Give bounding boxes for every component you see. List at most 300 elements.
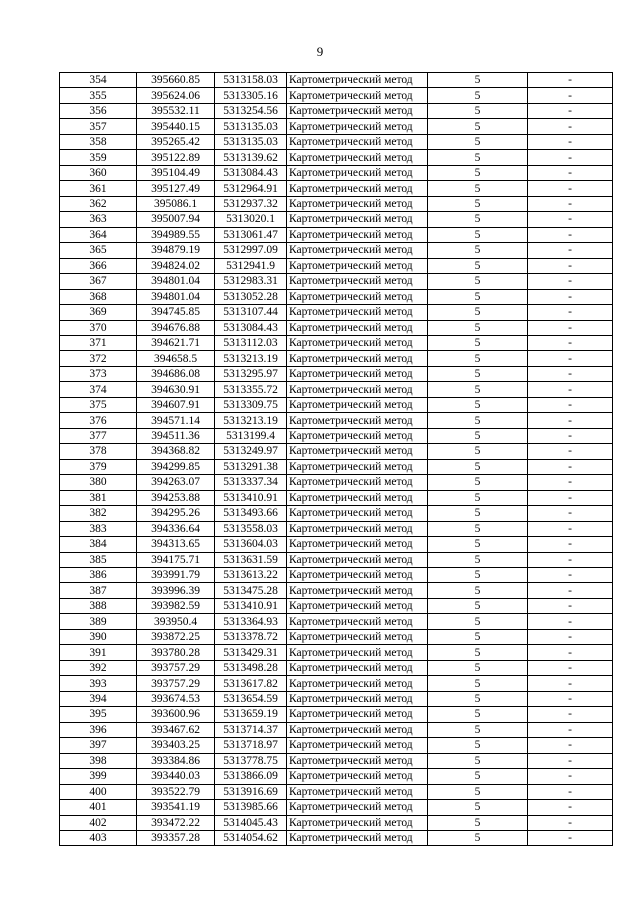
description-cell: - [528,830,613,845]
table-row [60,366,613,381]
x-coordinate-cell: 393674.53 [137,691,215,706]
precision-cell: 5 [428,722,528,737]
x-coordinate-cell: 394368.82 [137,444,215,459]
x-coordinate-cell: 394313.65 [137,537,215,552]
table-row [60,227,613,242]
description-cell: - [528,274,613,289]
table-row [60,243,613,258]
table-row [60,351,613,366]
description-cell: - [528,351,613,366]
method-cell: Картометрический метод [287,629,428,644]
precision-cell: 5 [428,413,528,428]
y-coordinate-cell: 5313295.97 [215,366,287,381]
precision-cell: 5 [428,490,528,505]
point-number-cell: 365 [60,243,137,258]
point-number-cell: 376 [60,413,137,428]
description-cell: - [528,243,613,258]
table-row [60,134,613,149]
method-cell: Картометрический метод [287,475,428,490]
y-coordinate-cell: 5313778.75 [215,753,287,768]
point-number-cell: 382 [60,506,137,521]
description-cell: - [528,258,613,273]
table-row [60,150,613,165]
point-number-cell: 364 [60,227,137,242]
y-coordinate-cell: 5313378.72 [215,629,287,644]
table-row [60,196,613,211]
method-cell: Картометрический метод [287,800,428,815]
description-cell: - [528,691,613,706]
method-cell: Картометрический метод [287,459,428,474]
precision-cell: 5 [428,320,528,335]
x-coordinate-cell: 394511.36 [137,428,215,443]
point-number-cell: 398 [60,753,137,768]
precision-cell: 5 [428,227,528,242]
description-cell: - [528,73,613,88]
method-cell: Картометрический метод [287,227,428,242]
precision-cell: 5 [428,428,528,443]
y-coordinate-cell: 5313364.93 [215,614,287,629]
table-row [60,444,613,459]
x-coordinate-cell: 393522.79 [137,784,215,799]
y-coordinate-cell: 5313199.4 [215,428,287,443]
y-coordinate-cell: 5313020.1 [215,212,287,227]
precision-cell: 5 [428,119,528,134]
x-coordinate-cell: 394745.85 [137,305,215,320]
precision-cell: 5 [428,212,528,227]
table-row [60,212,613,227]
description-cell: - [528,165,613,180]
point-number-cell: 389 [60,614,137,629]
description-cell: - [528,707,613,722]
y-coordinate-cell: 5313213.19 [215,351,287,366]
description-cell: - [528,88,613,103]
x-coordinate-cell: 394824.02 [137,258,215,273]
description-cell: - [528,181,613,196]
description-cell: - [528,583,613,598]
table-row [60,830,613,845]
x-coordinate-cell: 394989.55 [137,227,215,242]
x-coordinate-cell: 393991.79 [137,568,215,583]
precision-cell: 5 [428,506,528,521]
table-row [60,753,613,768]
method-cell: Картометрический метод [287,413,428,428]
description-cell: - [528,753,613,768]
method-cell: Картометрический метод [287,150,428,165]
method-cell: Картометрический метод [287,73,428,88]
precision-cell: 5 [428,707,528,722]
y-coordinate-cell: 5312983.31 [215,274,287,289]
description-cell: - [528,506,613,521]
table-row [60,506,613,521]
precision-cell: 5 [428,552,528,567]
precision-cell: 5 [428,614,528,629]
description-cell: - [528,660,613,675]
x-coordinate-cell: 393780.28 [137,645,215,660]
y-coordinate-cell: 5313107.44 [215,305,287,320]
y-coordinate-cell: 5314054.62 [215,830,287,845]
precision-cell: 5 [428,645,528,660]
method-cell: Картометрический метод [287,165,428,180]
y-coordinate-cell: 5313337.34 [215,475,287,490]
table-row [60,676,613,691]
x-coordinate-cell: 393403.25 [137,738,215,753]
table-row [60,258,613,273]
description-cell: - [528,459,613,474]
method-cell: Картометрический метод [287,521,428,536]
x-coordinate-cell: 393600.96 [137,707,215,722]
page-number: 9 [316,44,324,59]
table-row [60,645,613,660]
description-cell: - [528,629,613,644]
description-cell: - [528,212,613,227]
table-row [60,88,613,103]
point-number-cell: 383 [60,521,137,536]
point-number-cell: 381 [60,490,137,505]
method-cell: Картометрический метод [287,769,428,784]
table-row [60,660,613,675]
precision-cell: 5 [428,150,528,165]
method-cell: Картометрический метод [287,568,428,583]
description-cell: - [528,537,613,552]
point-number-cell: 377 [60,428,137,443]
method-cell: Картометрический метод [287,397,428,412]
x-coordinate-cell: 394621.71 [137,335,215,350]
method-cell: Картометрический метод [287,274,428,289]
description-cell: - [528,150,613,165]
point-number-cell: 393 [60,676,137,691]
y-coordinate-cell: 5313158.03 [215,73,287,88]
x-coordinate-cell: 393950.4 [137,614,215,629]
x-coordinate-cell: 393982.59 [137,598,215,613]
method-cell: Картометрический метод [287,88,428,103]
y-coordinate-cell: 5313254.56 [215,103,287,118]
y-coordinate-cell: 5313061.47 [215,227,287,242]
method-cell: Картометрический метод [287,181,428,196]
method-cell: Картометрический метод [287,707,428,722]
precision-cell: 5 [428,335,528,350]
table-row [60,568,613,583]
x-coordinate-cell: 395122.89 [137,150,215,165]
x-coordinate-cell: 395104.49 [137,165,215,180]
y-coordinate-cell: 5313654.59 [215,691,287,706]
x-coordinate-cell: 393757.29 [137,676,215,691]
coordinates-table-body [60,73,613,846]
y-coordinate-cell: 5313135.03 [215,134,287,149]
x-coordinate-cell: 393872.25 [137,629,215,644]
table-row [60,598,613,613]
x-coordinate-cell: 394299.85 [137,459,215,474]
y-coordinate-cell: 5313558.03 [215,521,287,536]
table-row [60,691,613,706]
precision-cell: 5 [428,598,528,613]
point-number-cell: 354 [60,73,137,88]
method-cell: Картометрический метод [287,366,428,381]
y-coordinate-cell: 5313139.62 [215,150,287,165]
x-coordinate-cell: 395440.15 [137,119,215,134]
precision-cell: 5 [428,444,528,459]
point-number-cell: 387 [60,583,137,598]
method-cell: Картометрический метод [287,830,428,845]
method-cell: Картометрический метод [287,691,428,706]
table-row [60,397,613,412]
table-row [60,629,613,644]
precision-cell: 5 [428,815,528,830]
y-coordinate-cell: 5313410.91 [215,490,287,505]
point-number-cell: 366 [60,258,137,273]
precision-cell: 5 [428,351,528,366]
x-coordinate-cell: 394253.88 [137,490,215,505]
x-coordinate-cell: 394295.26 [137,506,215,521]
precision-cell: 5 [428,691,528,706]
y-coordinate-cell: 5313617.82 [215,676,287,691]
method-cell: Картометрический метод [287,196,428,211]
precision-cell: 5 [428,537,528,552]
method-cell: Картометрический метод [287,103,428,118]
precision-cell: 5 [428,676,528,691]
y-coordinate-cell: 5313493.66 [215,506,287,521]
x-coordinate-cell: 393440.03 [137,769,215,784]
description-cell: - [528,475,613,490]
x-coordinate-cell: 394336.64 [137,521,215,536]
table-row [60,583,613,598]
point-number-cell: 399 [60,769,137,784]
description-cell: - [528,645,613,660]
point-number-cell: 385 [60,552,137,567]
precision-cell: 5 [428,769,528,784]
point-number-cell: 386 [60,568,137,583]
x-coordinate-cell: 394801.04 [137,289,215,304]
precision-cell: 5 [428,475,528,490]
point-number-cell: 369 [60,305,137,320]
y-coordinate-cell: 5313410.91 [215,598,287,613]
point-number-cell: 370 [60,320,137,335]
method-cell: Картометрический метод [287,351,428,366]
point-number-cell: 359 [60,150,137,165]
point-number-cell: 373 [60,366,137,381]
description-cell: - [528,196,613,211]
point-number-cell: 397 [60,738,137,753]
table-row [60,459,613,474]
y-coordinate-cell: 5313052.28 [215,289,287,304]
precision-cell: 5 [428,521,528,536]
point-number-cell: 390 [60,629,137,644]
point-number-cell: 402 [60,815,137,830]
method-cell: Картометрический метод [287,738,428,753]
x-coordinate-cell: 393467.62 [137,722,215,737]
method-cell: Картометрический метод [287,784,428,799]
method-cell: Картометрический метод [287,490,428,505]
description-cell: - [528,784,613,799]
description-cell: - [528,413,613,428]
y-coordinate-cell: 5313305.16 [215,88,287,103]
description-cell: - [528,769,613,784]
description-cell: - [528,722,613,737]
table-row [60,800,613,815]
point-number-cell: 403 [60,830,137,845]
description-cell: - [528,134,613,149]
precision-cell: 5 [428,134,528,149]
method-cell: Картометрический метод [287,119,428,134]
precision-cell: 5 [428,103,528,118]
y-coordinate-cell: 5312964.91 [215,181,287,196]
method-cell: Картометрический метод [287,335,428,350]
precision-cell: 5 [428,196,528,211]
description-cell: - [528,397,613,412]
description-cell: - [528,366,613,381]
precision-cell: 5 [428,568,528,583]
table-row [60,784,613,799]
table-row [60,73,613,88]
point-number-cell: 362 [60,196,137,211]
point-number-cell: 375 [60,397,137,412]
precision-cell: 5 [428,274,528,289]
x-coordinate-cell: 394686.08 [137,366,215,381]
y-coordinate-cell: 5313249.97 [215,444,287,459]
table-row [60,305,613,320]
description-cell: - [528,552,613,567]
table-row [60,552,613,567]
method-cell: Картометрический метод [287,722,428,737]
y-coordinate-cell: 5313355.72 [215,382,287,397]
table-row [60,413,613,428]
point-number-cell: 391 [60,645,137,660]
description-cell: - [528,676,613,691]
x-coordinate-cell: 393472.22 [137,815,215,830]
table-row [60,475,613,490]
point-number-cell: 372 [60,351,137,366]
x-coordinate-cell: 395265.42 [137,134,215,149]
method-cell: Картометрический метод [287,583,428,598]
precision-cell: 5 [428,738,528,753]
x-coordinate-cell: 393357.28 [137,830,215,845]
table-row [60,382,613,397]
precision-cell: 5 [428,830,528,845]
point-number-cell: 388 [60,598,137,613]
y-coordinate-cell: 5313135.03 [215,119,287,134]
x-coordinate-cell: 394658.5 [137,351,215,366]
table-row [60,490,613,505]
point-number-cell: 394 [60,691,137,706]
y-coordinate-cell: 5312937.32 [215,196,287,211]
point-number-cell: 396 [60,722,137,737]
method-cell: Картометрический метод [287,660,428,675]
y-coordinate-cell: 5313475.28 [215,583,287,598]
y-coordinate-cell: 5313718.97 [215,738,287,753]
precision-cell: 5 [428,397,528,412]
point-number-cell: 380 [60,475,137,490]
precision-cell: 5 [428,258,528,273]
x-coordinate-cell: 393757.29 [137,660,215,675]
table-row [60,614,613,629]
coordinates-table [59,72,613,846]
table-row [60,119,613,134]
precision-cell: 5 [428,73,528,88]
precision-cell: 5 [428,583,528,598]
description-cell: - [528,800,613,815]
method-cell: Картометрический метод [287,258,428,273]
x-coordinate-cell: 395127.49 [137,181,215,196]
description-cell: - [528,738,613,753]
x-coordinate-cell: 394571.14 [137,413,215,428]
point-number-cell: 360 [60,165,137,180]
point-number-cell: 361 [60,181,137,196]
method-cell: Картометрический метод [287,614,428,629]
method-cell: Картометрический метод [287,815,428,830]
x-coordinate-cell: 395660.85 [137,73,215,88]
description-cell: - [528,382,613,397]
description-cell: - [528,568,613,583]
point-number-cell: 401 [60,800,137,815]
description-cell: - [528,444,613,459]
point-number-cell: 371 [60,335,137,350]
y-coordinate-cell: 5313213.19 [215,413,287,428]
method-cell: Картометрический метод [287,552,428,567]
method-cell: Картометрический метод [287,537,428,552]
description-cell: - [528,614,613,629]
point-number-cell: 374 [60,382,137,397]
method-cell: Картометрический метод [287,134,428,149]
y-coordinate-cell: 5313604.03 [215,537,287,552]
method-cell: Картометрический метод [287,506,428,521]
x-coordinate-cell: 394263.07 [137,475,215,490]
description-cell: - [528,119,613,134]
method-cell: Картометрический метод [287,444,428,459]
table-row [60,165,613,180]
y-coordinate-cell: 5313084.43 [215,165,287,180]
point-number-cell: 358 [60,134,137,149]
x-coordinate-cell: 393541.19 [137,800,215,815]
method-cell: Картометрический метод [287,289,428,304]
x-coordinate-cell: 394676.88 [137,320,215,335]
precision-cell: 5 [428,660,528,675]
method-cell: Картометрический метод [287,212,428,227]
method-cell: Картометрический метод [287,753,428,768]
point-number-cell: 392 [60,660,137,675]
method-cell: Картометрический метод [287,676,428,691]
method-cell: Картометрический метод [287,305,428,320]
y-coordinate-cell: 5313498.28 [215,660,287,675]
method-cell: Картометрический метод [287,428,428,443]
y-coordinate-cell: 5312997.09 [215,243,287,258]
x-coordinate-cell: 394630.91 [137,382,215,397]
precision-cell: 5 [428,753,528,768]
precision-cell: 5 [428,289,528,304]
table-row [60,428,613,443]
precision-cell: 5 [428,88,528,103]
precision-cell: 5 [428,366,528,381]
x-coordinate-cell: 395532.11 [137,103,215,118]
point-number-cell: 384 [60,537,137,552]
table-row [60,537,613,552]
point-number-cell: 378 [60,444,137,459]
x-coordinate-cell: 394607.91 [137,397,215,412]
description-cell: - [528,305,613,320]
x-coordinate-cell: 393384.86 [137,753,215,768]
y-coordinate-cell: 5313291.38 [215,459,287,474]
point-number-cell: 356 [60,103,137,118]
precision-cell: 5 [428,382,528,397]
description-cell: - [528,490,613,505]
point-number-cell: 357 [60,119,137,134]
description-cell: - [528,289,613,304]
y-coordinate-cell: 5313916.69 [215,784,287,799]
description-cell: - [528,335,613,350]
y-coordinate-cell: 5313985.66 [215,800,287,815]
table-row [60,521,613,536]
table-row [60,738,613,753]
y-coordinate-cell: 5313112.03 [215,335,287,350]
precision-cell: 5 [428,305,528,320]
